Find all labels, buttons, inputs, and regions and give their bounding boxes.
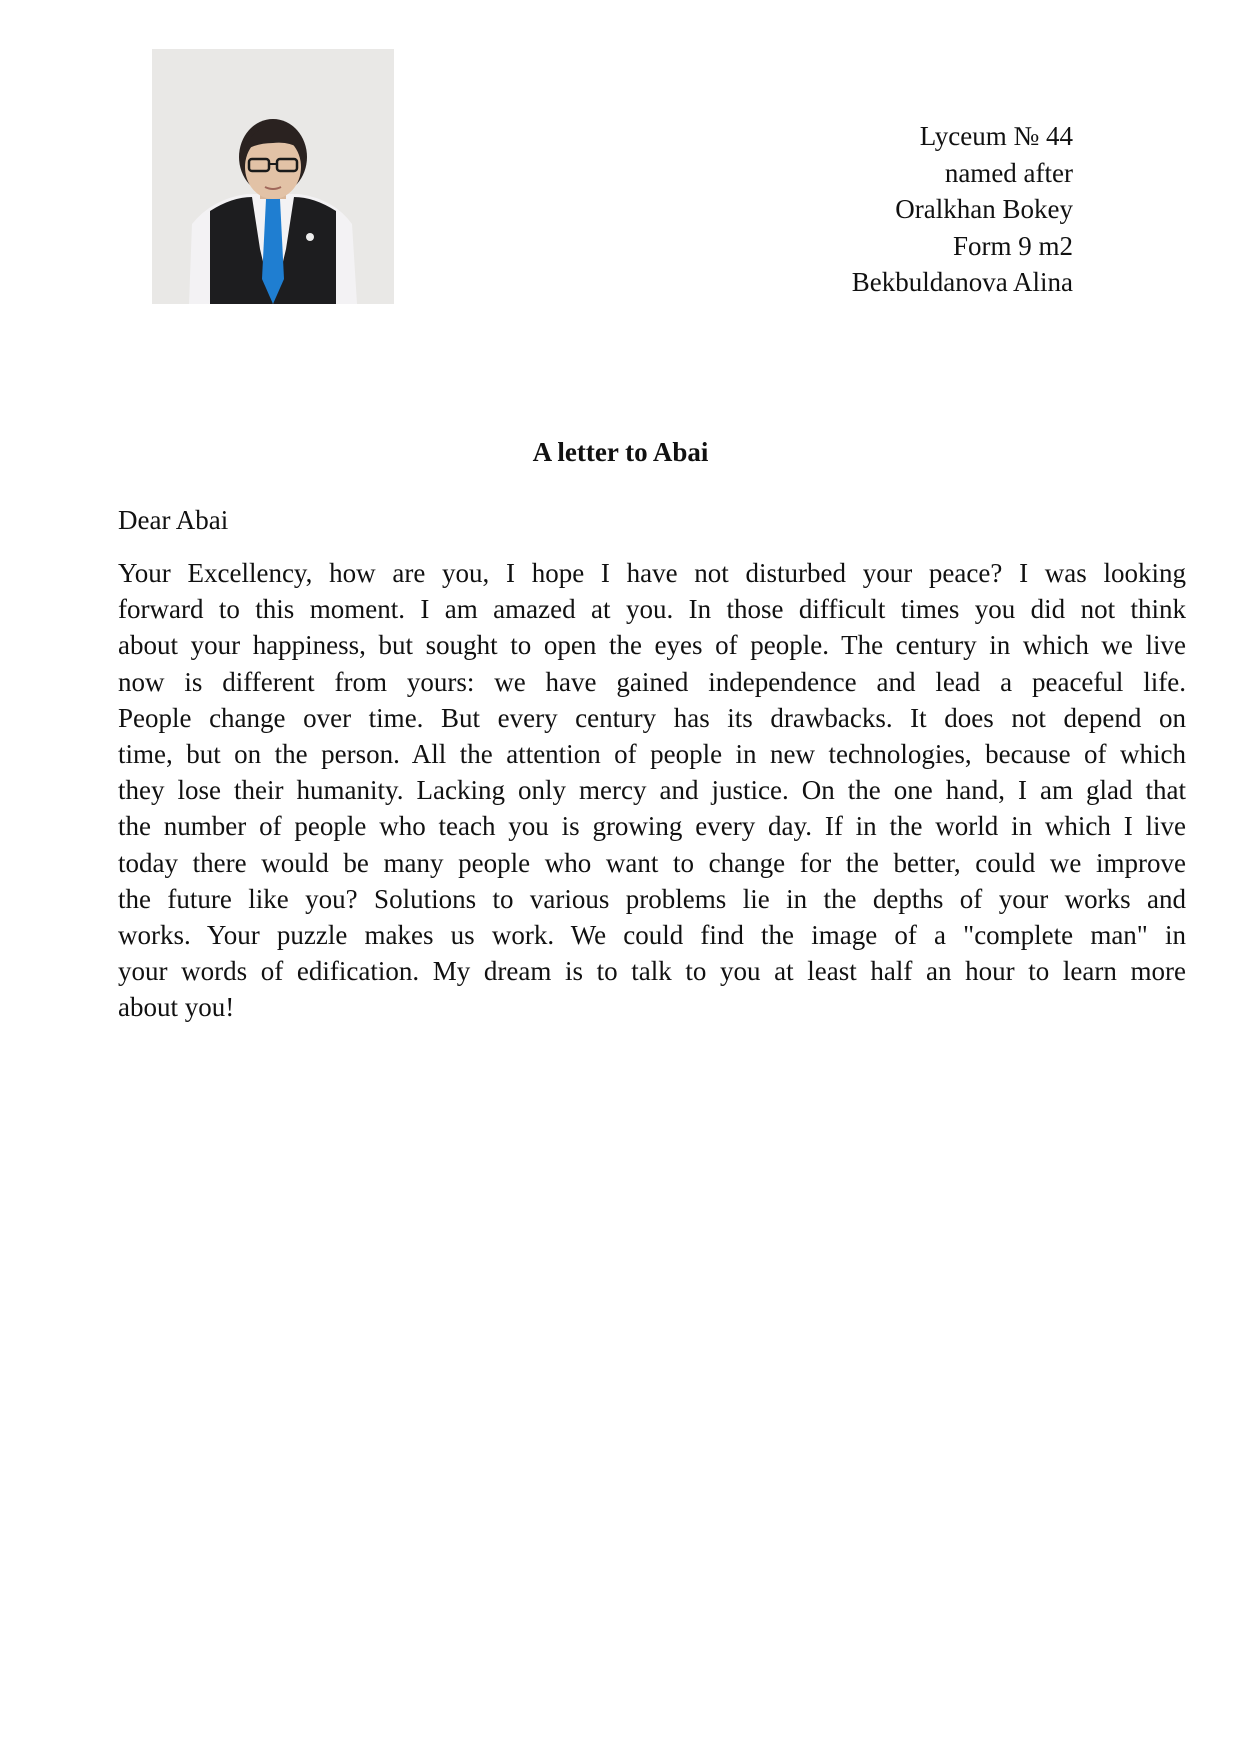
student-info-block	[852, 118, 1073, 301]
student-portrait-icon	[152, 49, 394, 304]
letter-body-line: forward to this moment. I am amazed at you. In those difficult times you did not think	[118, 594, 1186, 625]
school-named-after: named after	[944, 157, 1073, 188]
school-name: Lyceum № 44	[919, 121, 1073, 151]
letter-body-line: today there would be many people who want to change for the better, could we improve	[118, 847, 1186, 878]
school-namesake: Oralkhan Bokey	[895, 194, 1073, 224]
student-photo	[152, 49, 394, 304]
letter-body-line: the future like you? Solutions to various problems lie in the depths of your works and	[118, 883, 1186, 914]
letter-body	[118, 555, 1186, 1026]
student-form: Form 9 m2	[952, 230, 1073, 261]
letter-body-line: they lose their humanity. Lacking only mercy and justice. On the one hand, I am glad that	[118, 775, 1186, 806]
letter-body-line: about your happiness, but sought to open the eyes of people. The century in which we live	[118, 630, 1186, 661]
letter-salutation: Dear Abai	[118, 505, 229, 535]
letter-body-line: Your Excellency, how are you, I hope I have not disturbed your peace? I was looking	[118, 558, 1186, 588]
letter-body-line: about you!	[118, 992, 235, 1023]
letter-body-line: the number of people who teach you is growing every day. If in the world in which I live	[118, 811, 1186, 842]
letter-title: A letter to Abai	[532, 437, 709, 467]
letter-body-line: your words of edification. My dream is to talk to you at least half an hour to learn more	[118, 956, 1186, 987]
letter-body-line: People change over time. But every century has its drawbacks. It does not depend on	[118, 702, 1186, 733]
letter-body-line: works. Your puzzle makes us work. We could find the image of a "complete man" in	[118, 920, 1186, 951]
student-name: Bekbuldanova Alina	[851, 267, 1073, 297]
letter-body-line: time, but on the person. All the attention of people in new technologies, because of which	[118, 739, 1186, 770]
letter-body-line: now is different from yours: we have gained independence and lead a peaceful life.	[118, 666, 1186, 697]
